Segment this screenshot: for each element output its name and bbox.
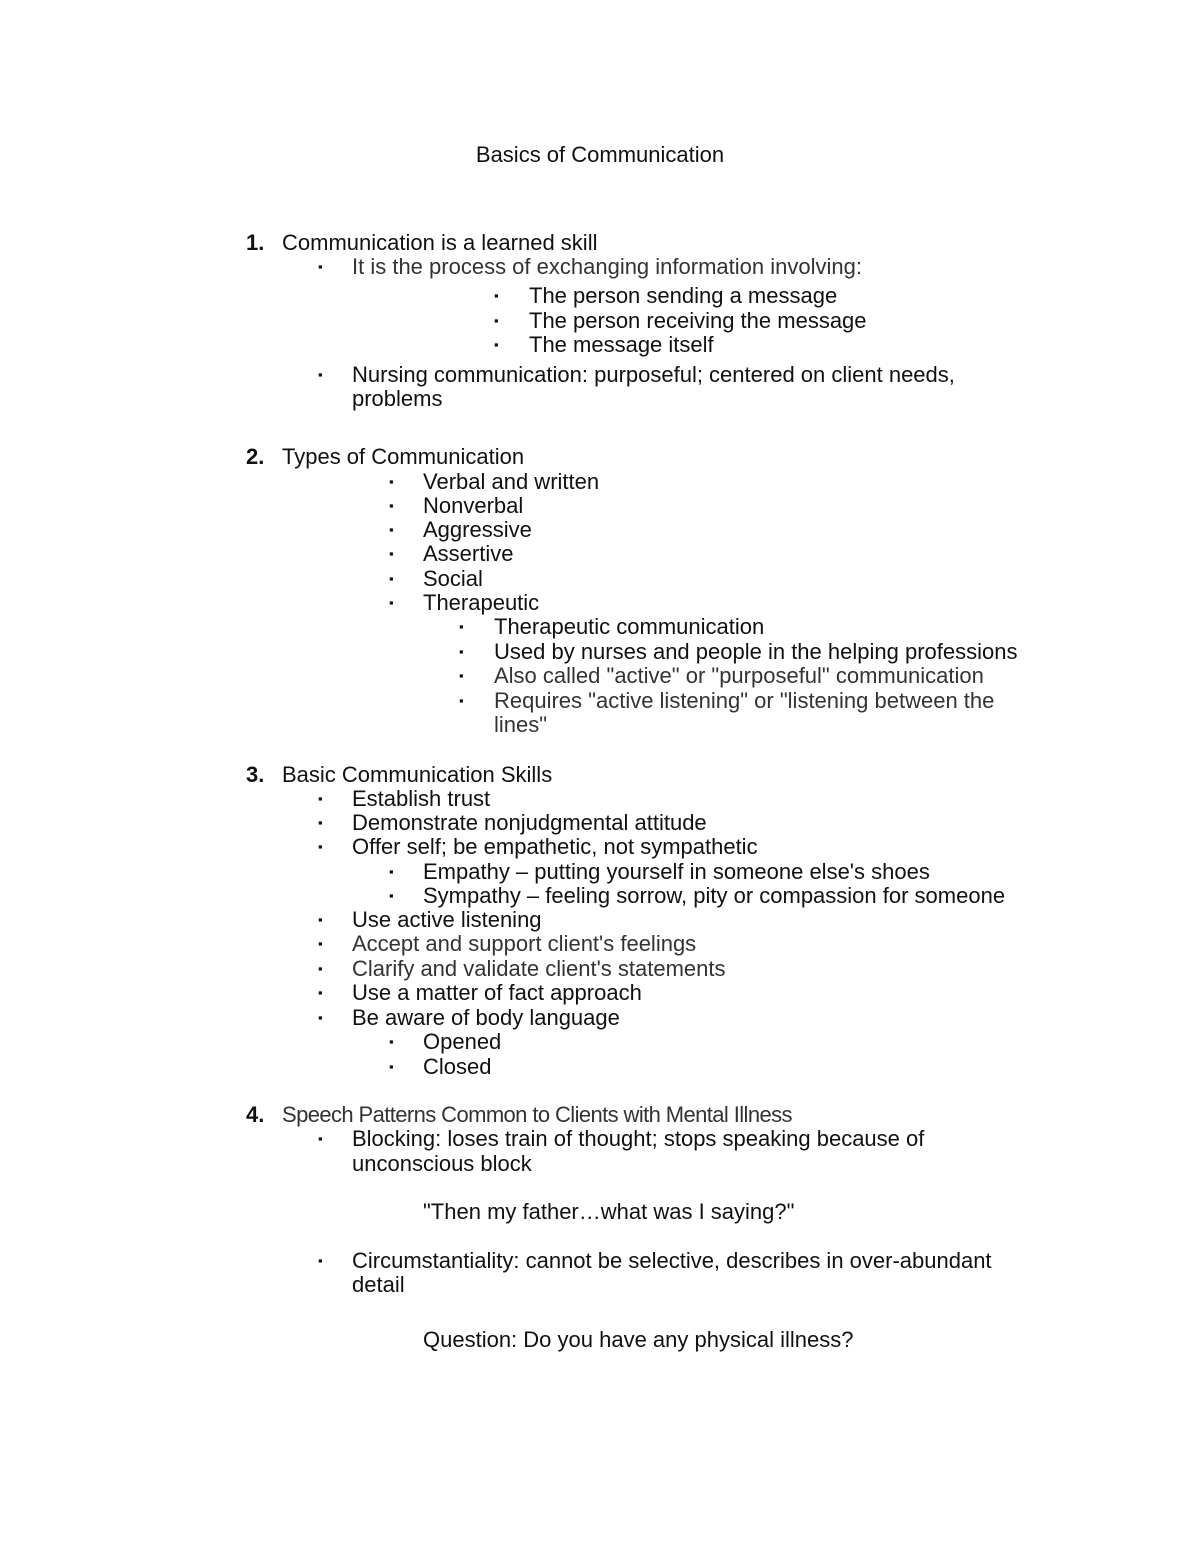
list-item: Demonstrate nonjudgmental attitude — [352, 810, 707, 835]
bullet-icon: ▪ — [389, 571, 394, 586]
list-item: Nursing communication: purposeful; centered on client needs, — [352, 362, 955, 387]
bullet-icon: ▪ — [389, 595, 394, 610]
bullet-icon: ▪ — [318, 1131, 323, 1146]
list-item-continuation: lines" — [494, 712, 548, 737]
section-heading: Basic Communication Skills — [282, 762, 553, 787]
list-item: Nonverbal — [423, 493, 524, 518]
list-item: Empathy – putting yourself in someone else's shoes — [423, 859, 930, 884]
bullet-icon: ▪ — [389, 546, 394, 561]
list-item-continuation: unconscious block — [352, 1151, 532, 1176]
list-item: The message itself — [529, 332, 714, 357]
list-item: Be aware of body language — [352, 1005, 620, 1030]
example-question: Question: Do you have any physical illness? — [423, 1327, 854, 1352]
list-item: Closed — [423, 1054, 492, 1079]
list-item: Blocking: loses train of thought; stops speaking because of — [352, 1126, 925, 1151]
bullet-icon: ▪ — [389, 522, 394, 537]
section-number: 4. — [246, 1102, 265, 1127]
list-item: Assertive — [423, 541, 514, 566]
list-item: Clarify and validate client's statements — [352, 956, 726, 981]
list-item: It is the process of exchanging information involving: — [352, 254, 862, 279]
page-title: Basics of Communication — [475, 142, 725, 167]
section-heading: Types of Communication — [282, 444, 525, 469]
bullet-icon: ▪ — [494, 288, 499, 303]
list-item: Sympathy – feeling sorrow, pity or compassion for someone — [423, 883, 1006, 908]
bullet-icon: ▪ — [318, 961, 323, 976]
section-number: 3. — [246, 762, 265, 787]
bullet-icon: ▪ — [494, 337, 499, 352]
bullet-icon: ▪ — [318, 936, 323, 951]
bullet-icon: ▪ — [389, 1034, 394, 1049]
list-item: Therapeutic — [423, 590, 540, 615]
bullet-icon: ▪ — [459, 693, 464, 708]
bullet-icon: ▪ — [389, 888, 394, 903]
list-item: Establish trust — [352, 786, 491, 811]
bullet-icon: ▪ — [318, 259, 323, 274]
bullet-icon: ▪ — [459, 644, 464, 659]
list-item: The person sending a message — [529, 283, 838, 308]
list-item: Social — [423, 566, 483, 591]
section-heading: Speech Patterns Common to Clients with Mental Illness — [282, 1102, 792, 1127]
list-item: Offer self; be empathetic, not sympathetic — [352, 834, 758, 859]
bullet-icon: ▪ — [459, 619, 464, 634]
list-item: Requires "active listening" or "listening between the — [494, 688, 995, 713]
section-number: 1. — [246, 230, 265, 255]
example-quote: "Then my father…what was I saying?" — [423, 1199, 795, 1224]
bullet-icon: ▪ — [389, 1059, 394, 1074]
bullet-icon: ▪ — [318, 791, 323, 806]
list-item-continuation: problems — [352, 386, 443, 411]
bullet-icon: ▪ — [318, 367, 323, 382]
list-item: Used by nurses and people in the helping professions — [494, 639, 1018, 664]
list-item: Also called "active" or "purposeful" communication — [494, 663, 984, 688]
list-item: Therapeutic communication — [494, 614, 765, 639]
bullet-icon: ▪ — [389, 864, 394, 879]
bullet-icon: ▪ — [318, 912, 323, 927]
bullet-icon: ▪ — [459, 668, 464, 683]
list-item: Circumstantiality: cannot be selective, describes in over-abundant — [352, 1248, 992, 1273]
list-item: Accept and support client's feelings — [352, 931, 697, 956]
bullet-icon: ▪ — [318, 839, 323, 854]
list-item: Verbal and written — [423, 469, 600, 494]
bullet-icon: ▪ — [389, 474, 394, 489]
section-heading: Communication is a learned skill — [282, 230, 598, 255]
section-number: 2. — [246, 444, 265, 469]
list-item: Use a matter of fact approach — [352, 980, 642, 1005]
bullet-icon: ▪ — [318, 985, 323, 1000]
bullet-icon: ▪ — [389, 498, 394, 513]
list-item: Opened — [423, 1029, 502, 1054]
list-item: The person receiving the message — [529, 308, 867, 333]
bullet-icon: ▪ — [494, 313, 499, 328]
bullet-icon: ▪ — [318, 815, 323, 830]
list-item: Use active listening — [352, 907, 542, 932]
list-item-continuation: detail — [352, 1272, 405, 1297]
bullet-icon: ▪ — [318, 1010, 323, 1025]
bullet-icon: ▪ — [318, 1253, 323, 1268]
list-item: Aggressive — [423, 517, 532, 542]
